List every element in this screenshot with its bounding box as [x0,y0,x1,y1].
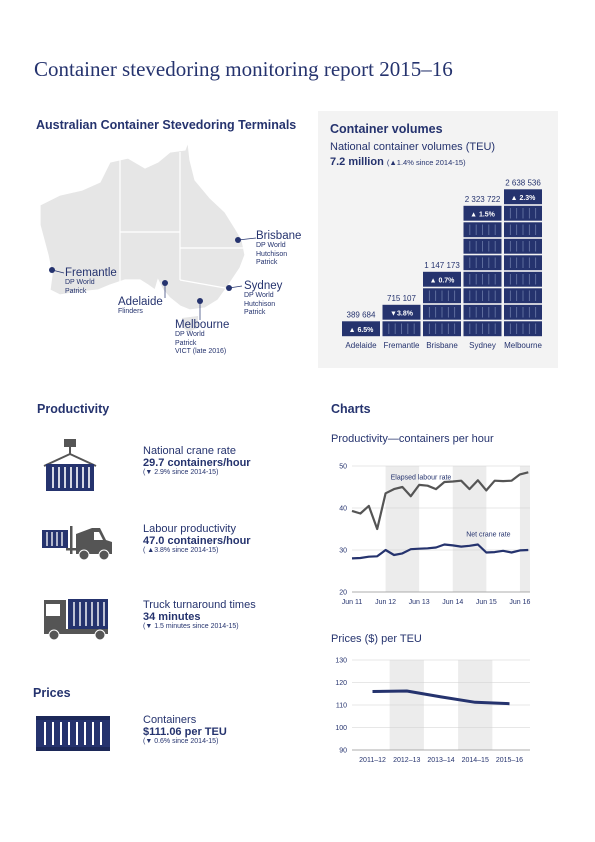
x-tick-label: 2012–13 [393,757,421,764]
volume-port-label: Brisbane [426,341,458,350]
volume-change-label: ▲ 2.3% [510,194,536,202]
y-tick-label: 30 [339,547,347,555]
y-tick-label: 50 [339,463,347,471]
city-label-melbourne [175,319,229,357]
x-tick-label: Jun 16 [509,599,531,606]
container-volumes-change: (▲1.4% since 2014-15) [386,158,466,167]
x-tick-label: Jun 15 [475,599,497,606]
x-tick-label: Jun 14 [442,599,464,606]
x-tick-label: Jun 11 [341,599,363,606]
volume-port-label: Adelaide [345,341,377,350]
chart-band [386,466,420,592]
volume-change-label: ▲ 1.5% [470,211,495,219]
metric-labour-productivity [143,523,251,554]
metric-change: (▼ 0.6% since 2014-15) [143,738,219,745]
x-tick-label: Jun 13 [408,599,430,606]
metric-label: National crane rate [143,445,236,457]
operator-label: Patrick [175,339,197,347]
operator-label: VICT (late 2016) [175,348,227,355]
container-icon [35,715,111,753]
volume-value-label: 389 684 [346,310,376,320]
y-tick-label: 20 [339,589,347,597]
series-line [352,545,528,559]
container-volumes-total: 7.2 million [330,156,384,168]
metric-container-price [143,714,227,745]
metric-label: Labour productivity [143,523,236,535]
volume-change-label: ▼3.8% [390,310,413,318]
city-name: Fremantle [65,267,117,279]
x-tick-label: 2015–16 [495,757,524,764]
y-tick-label: 120 [335,680,347,687]
city-marker-sydney [226,285,242,291]
metric-crane-rate [143,445,251,476]
volume-stack-adelaide [342,311,380,351]
metric-label: Containers [143,714,197,726]
metric-change: (▼ 2.9% since 2014-15) [143,469,219,476]
prices-heading: Prices [33,686,71,700]
series-label: Elapsed labour rate [390,474,452,482]
operator-label: Hutchison [244,300,276,308]
metric-value: 47.0 containers/hour [143,535,251,547]
x-tick-label: 2013–14 [427,757,455,764]
volume-port-label: Sydney [469,341,496,350]
city-name: Brisbane [256,230,302,242]
operator-label: DP World [65,279,95,286]
city-label-sydney [244,280,282,318]
volume-value-label: 715 107 [387,294,416,303]
page-title: Container stevedoring monitoring report 2015–16 [34,57,453,81]
volume-value-label: 2 638 536 [505,178,541,188]
crane-icon [38,438,104,494]
metric-change: (▼ 1.5 minutes since 2014-15) [143,623,239,630]
city-label-fremantle [65,267,117,296]
volume-value-label: 1 147 173 [424,261,460,270]
metric-value: 34 minutes [143,611,201,623]
productivity-chart-title: Productivity—containers per hour [331,433,494,445]
volume-stack-brisbane [423,261,461,350]
container-volumes-chart [318,165,558,360]
city-name: Melbourne [175,319,230,331]
metric-change: ( ▲3.8% since 2014-15) [143,547,219,554]
y-tick-label: 130 [335,657,347,665]
series-label: Net crane rate [466,531,511,539]
city-label-brisbane [256,230,301,268]
container-volumes-subtitle: National container volumes (TEU) [330,141,496,153]
prices-chart-title: Prices ($) per TEU [331,633,422,645]
forklift-icon [40,524,118,562]
operator-label: DP World [175,331,205,338]
map-section-title: Australian Container Stevedoring Terminals [36,118,297,132]
container-volumes-title: Container volumes [330,122,443,136]
city-marker-brisbane [235,237,256,243]
productivity-chart [330,452,550,617]
x-tick-label: 2011–12 [359,757,386,764]
chart-band [520,466,530,592]
metric-label: Truck turnaround times [143,599,256,611]
volume-change-label: ▲ 0.7% [429,277,455,285]
y-tick-label: 110 [335,702,347,710]
operator-label: Hutchison [256,250,288,258]
volume-stack-melbourne [504,179,542,351]
volume-port-label: Fremantle [383,341,420,350]
charts-heading: Charts [331,402,371,416]
city-label-adelaide [118,296,163,317]
volume-port-label: Melbourne [504,341,542,350]
y-tick-label: 40 [339,505,347,513]
truck-icon [42,598,112,642]
metric-truck-turnaround [143,599,256,630]
operator-label: Patrick [256,259,278,266]
volume-value-label: 2 323 722 [464,195,501,204]
volume-stack-fremantle [383,294,421,350]
city-name: Sydney [244,280,283,292]
operator-label: Patrick [244,309,266,316]
y-tick-label: 100 [335,725,347,732]
productivity-heading: Productivity [37,402,110,416]
operator-label: DP World [244,292,274,299]
metric-value: 29.7 containers/hour [143,457,251,469]
volume-change-label: ▲ 6.5% [348,326,374,334]
volume-stack-sydney [464,195,502,350]
operator-label: Patrick [65,287,87,295]
prices-chart [330,652,550,777]
x-tick-label: 2014–15 [461,757,489,764]
metric-value: $111.06 per TEU [143,726,227,738]
x-tick-label: Jun 12 [375,599,397,606]
city-name: Adelaide [118,296,163,308]
y-tick-label: 90 [339,747,347,755]
operator-label: DP World [256,242,286,249]
operator-label: Flinders [118,308,143,315]
